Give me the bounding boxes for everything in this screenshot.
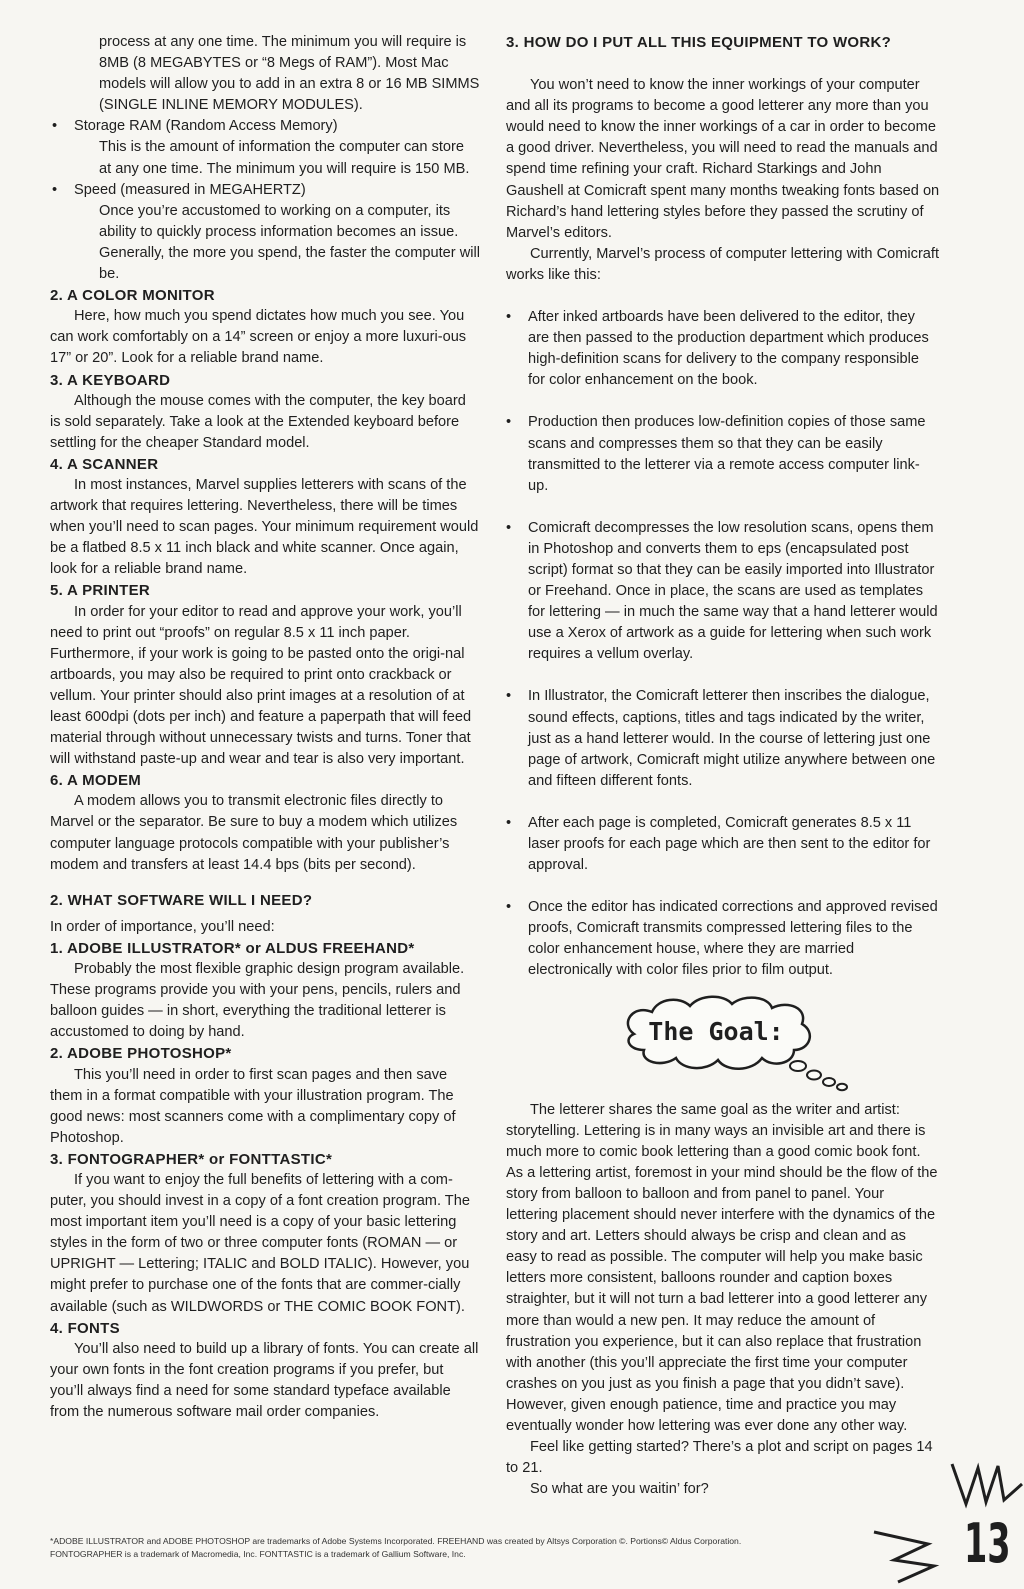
process-bullet-4: • In Illustrator, the Comicraft letterer then inscribes the dialogue, sound effects, captions, titles and tags indicated by the writer, just as a hand letterer would. In the course of lettering just one page of artwork, Comicraft might utilize anywhere between one and fifteen different fonts. <box>506 686 940 791</box>
modem-text: A modem allows you to transmit electronic files directly to Marvel or the separator. Be sure to buy a modem which utilizes computer language protocols compatible with your publisher’s modem and transfers at least 14.4 bps (bits per second). <box>50 793 458 873</box>
process-bullet-5: • After each page is completed, Comicraft generates 8.5 x 11 laser proofs for each page which are then sent to the editor for approval. <box>506 813 940 876</box>
illustrator-text: Probably the most flexible graphic design program available. These programs provide you with your pens, pencils, rulers and balloon guides — in short, everything the traditional letterer is accustomed to doing by hand. <box>50 961 465 1041</box>
equipment-intro-2: Currently, Marvel’s process of computer lettering with Comicraft works like this: <box>506 245 940 283</box>
process-bullet-2: • Production then produces low-definition copies of those same scans and compresses them so that they can be easily transmitted to the letterer via a remote access computer link-up. <box>506 412 940 496</box>
trademark-footnote <box>50 1535 880 1560</box>
color-monitor-text: Here, how much you spend dictates how much you see. You can work comfortably on a 14” screen or enjoy a more luxuri-ous 17” or 20”. Look for a reliable brand name. <box>50 308 467 367</box>
color-monitor-heading: 2. A COLOR MONITOR <box>50 287 215 305</box>
keyboard-text: Although the mouse comes with the computer, the key board is sold separately. Take a look at the Extended keyboard before settling for the cheaper Standard model. <box>50 392 466 451</box>
footnote-line-2: FONTOGRAPHER is a trademark of Macromedia, Inc. FONTTASTIC is a trademark of Gallium Software, Inc. <box>50 1548 466 1559</box>
photoshop-heading: 2. ADOBE PHOTOSHOP* <box>50 1045 232 1063</box>
goal-thought-bubble <box>506 992 940 1092</box>
footnote-line-1: *ADOBE ILLUSTRATOR and ADOBE PHOTOSHOP are trademarks of Adobe Systems Incorporated. FREEHAND was created by Altsys Corporation ©. Portions© Aldus Corporation. <box>50 1536 742 1546</box>
photoshop-text: This you’ll need in order to first scan pages and then save them in a format compatible with your illustration program. The good news: most scanners come with a complimentary copy of Photoshop. <box>50 1066 456 1146</box>
printer-heading: 5. A PRINTER <box>50 582 151 600</box>
fonts-text: You’ll also need to build up a library of fonts. You can create all your own fonts in the font creation programs if you prefer, but you’ll always find a need for some standard typeface available from the numerous software mail order companies. <box>50 1340 479 1420</box>
process-bullet-6: • Once the editor has indicated corrections and approved revised proofs, Comicraft transmits compressed lettering files to the color enhancement house, where they are married electronically with color files prior to film output. <box>506 897 940 981</box>
fontographer-text: If you want to enjoy the full benefits of lettering with a com-puter, you should invest in a copy of a font creation program. The most important item you’ll need is a copy of your basic lettering styles in the form of two or three computer fonts (ROMAN — or UPRIGHT — Lettering; ITALIC and BOLD ITALIC). However, you might prefer to purchase one of the fonts that are commer-cially available (such as WILDWORDS or THE COMIC BOOK FONT). <box>50 1171 470 1315</box>
fonts-heading: 4. FONTS <box>50 1319 120 1337</box>
closing-text-2: So what are you waitin’ for? <box>530 1481 709 1498</box>
goal-label: The Goal: <box>648 1016 784 1046</box>
closing-text-1: Feel like getting started? There’s a plot and script on pages 14 to 21. <box>506 1439 933 1477</box>
left-column <box>50 32 480 1423</box>
scanner-heading: 4. A SCANNER <box>50 455 159 473</box>
software-heading: 2. WHAT SOFTWARE WILL I NEED? <box>50 891 313 909</box>
speed-item: • Speed (measured in MEGAHERTZ) <box>50 180 480 201</box>
fontographer-heading: 3. FONTOGRAPHER* or FONTTASTIC* <box>50 1150 333 1168</box>
goal-text: The letterer shares the same goal as the writer and artist: storytelling. Lettering is in many ways an invisible art and there is much more to comic book lettering than a good comic book font. As a lettering artist, foremost in your mind should be the flow of the story from balloon to balloon and from panel to panel. Your lettering placement should never interfere with the dynamics of the story and art. Letters should always be crisp and clean and as easy to read as possible. The computer will help you make basic letters more consistent, balloons rounder and caption boxes straighter, but it will not turn a bad letterer into a good letterer any more than would a new pen. It may reduce the amount of frustration you experience, but it can also replace that frustration with another (this you’ll appreciate the first time your computer crashes on you just as you finish a page that you didn’t save). However, given enough patience, time and practice you may eventually wonder how lettering was ever done any other way. <box>506 1101 938 1434</box>
thought-bubble-icon <box>616 992 856 1092</box>
modem-heading: 6. A MODEM <box>50 772 142 790</box>
keyboard-heading: 3. A KEYBOARD <box>50 371 171 389</box>
process-bullet-1: • After inked artboards have been delivered to the editor, they are then passed to the production department which produces high-definition scans for delivery to the company responsible for color enhancement on the book. <box>506 307 940 391</box>
speed-desc: Once you’re accustomed to working on a computer, its ability to quickly process information becomes an issue. Generally, the more you spend, the faster the computer will be. <box>99 202 480 283</box>
equipment-heading: 3. HOW DO I PUT ALL THIS EQUIPMENT TO WORK? <box>506 34 892 51</box>
process-bullet-3: • Comicraft decompresses the low resolution scans, opens them in Photoshop and converts them to eps (encapsulated post script) format so that they can be easily imported into Illustrator or Freehand. Once in place, the scans are used as templates for lettering — in much the same way that a hand letterer would use a Xerox of artwork as a guide for lettering when such work requires a vellum overlay. <box>506 518 940 666</box>
storage-ram-desc: This is the amount of information the computer can store at any one time. The minimum you will require is 150 MB. <box>99 139 470 177</box>
illustrator-heading: 1. ADOBE ILLUSTRATOR* or ALDUS FREEHAND* <box>50 939 415 957</box>
right-column <box>506 32 940 1500</box>
storage-ram-item: • Storage RAM (Random Access Memory) <box>50 116 480 137</box>
software-intro: In order of importance, you’ll need: <box>50 918 275 935</box>
printer-text: In order for your editor to read and approve your work, you’ll need to print out “proofs” on regular 8.5 x 11 inch paper. Furthermore, if your work is going to be pasted onto the origi-nal artboards, you may also be required to print onto crackback or vellum. Your printer should also print images at a resolution of at least 600dpi (dots per inch) and feature a paperpath that will feed material through without unnecessary twists and turns. Toner that will withstand paste-up and wear and tear is also very important. <box>50 603 472 768</box>
page-number-burst <box>872 1462 1024 1584</box>
ram-continuation-text: process at any one time. The minimum you will require is 8MB (8 MEGABYTES or “8 Megs of RAM”). Most Mac models will allow you to add in an extra 8 or 16 MB SIMMS (SINGLE INLINE MEMORY MODULES). <box>99 34 480 114</box>
equipment-intro: You won’t need to know the inner workings of your computer and all its programs to become a good letterer any more than you would need to know the inner workings of a car in order to become a good driver. Nevertheless, you will need to read the manuals and spend time refining your craft. Richard Starkings and John Gaushell at Comicraft spent many months tweaking fonts based on Richard’s hand lettering styles before they passed the scrutiny of Marvel’s editors. <box>506 77 940 241</box>
page-number: 13 <box>964 1512 1011 1575</box>
scanner-text: In most instances, Marvel supplies letterers with scans of the artwork that requires lettering. Nevertheless, there will be times when you’ll need to scan pages. Your minimum requirement would be a flatbed 8.5 x 11 inch black and white scanner. Once again, look for a reliable brand name. <box>50 476 479 578</box>
